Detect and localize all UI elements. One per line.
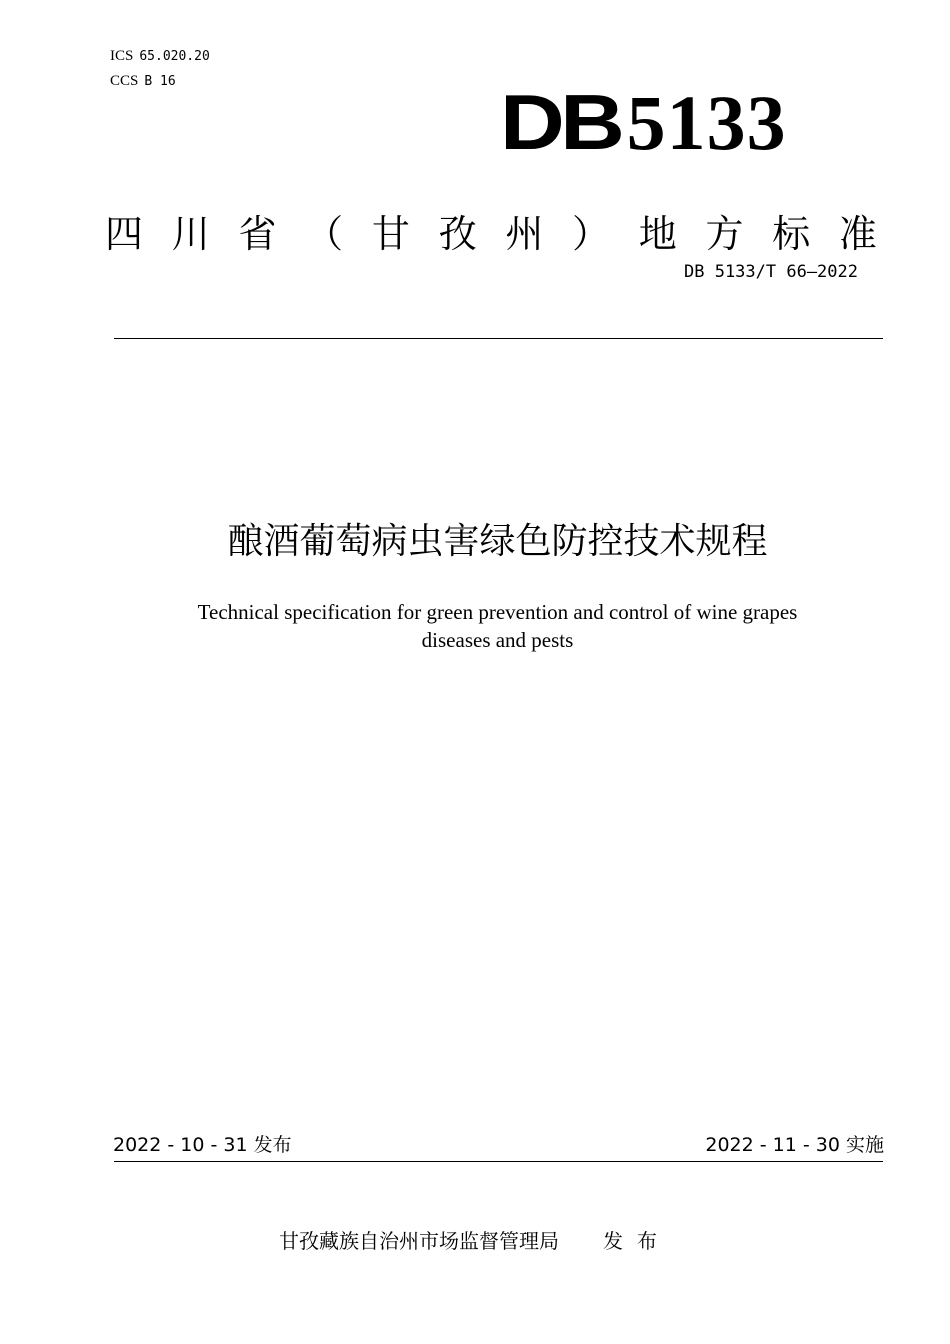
implementation-date: 2022 - 11 - 30 实施 xyxy=(705,1134,884,1156)
code-number: 5133 xyxy=(626,79,787,166)
standard-type-char: ） xyxy=(572,212,611,256)
standard-type-char: 川 xyxy=(171,212,210,256)
ccs-value: B 16 xyxy=(144,74,176,89)
standard-type-char: 甘 xyxy=(371,212,410,256)
title-english-line2: diseases and pests xyxy=(421,628,574,652)
standard-type-char: （ xyxy=(305,212,344,256)
code-prefix: DB xyxy=(500,78,621,166)
top-divider xyxy=(114,338,883,339)
standard-type-char: 方 xyxy=(705,212,744,256)
issuer-name: 甘孜藏族自治州市场监督管理局 xyxy=(279,1229,559,1253)
standard-type-char: 州 xyxy=(505,212,544,256)
title-english-line1: Technical specification for green prevention and control of wine grapes xyxy=(197,600,798,624)
standard-type-char: 准 xyxy=(838,212,877,256)
standard-type-char: 四 xyxy=(105,212,144,256)
ccs-label: CCS xyxy=(110,73,139,89)
ics-value: 65.020.20 xyxy=(139,49,210,64)
issue-date: 2022 - 10 - 31 发布 xyxy=(113,1134,292,1156)
title-english xyxy=(0,598,950,654)
standard-type xyxy=(105,210,877,258)
standard-number: DB 5133/T 66—2022 xyxy=(684,262,858,282)
standard-code-logo xyxy=(500,80,787,165)
standard-type-char: 省 xyxy=(238,212,277,256)
title-chinese: 酿酒葡萄病虫害绿色防控技术规程 xyxy=(227,521,768,562)
issuer xyxy=(279,1227,671,1255)
standard-type-char: 标 xyxy=(772,212,811,256)
standard-type-char: 孜 xyxy=(438,212,477,256)
issuer-action: 发布 xyxy=(603,1229,671,1253)
bottom-divider xyxy=(114,1161,883,1162)
ccs-code xyxy=(110,72,176,91)
standard-type-char: 地 xyxy=(638,212,677,256)
ics-code xyxy=(110,47,210,66)
ics-label: ICS xyxy=(110,48,134,64)
